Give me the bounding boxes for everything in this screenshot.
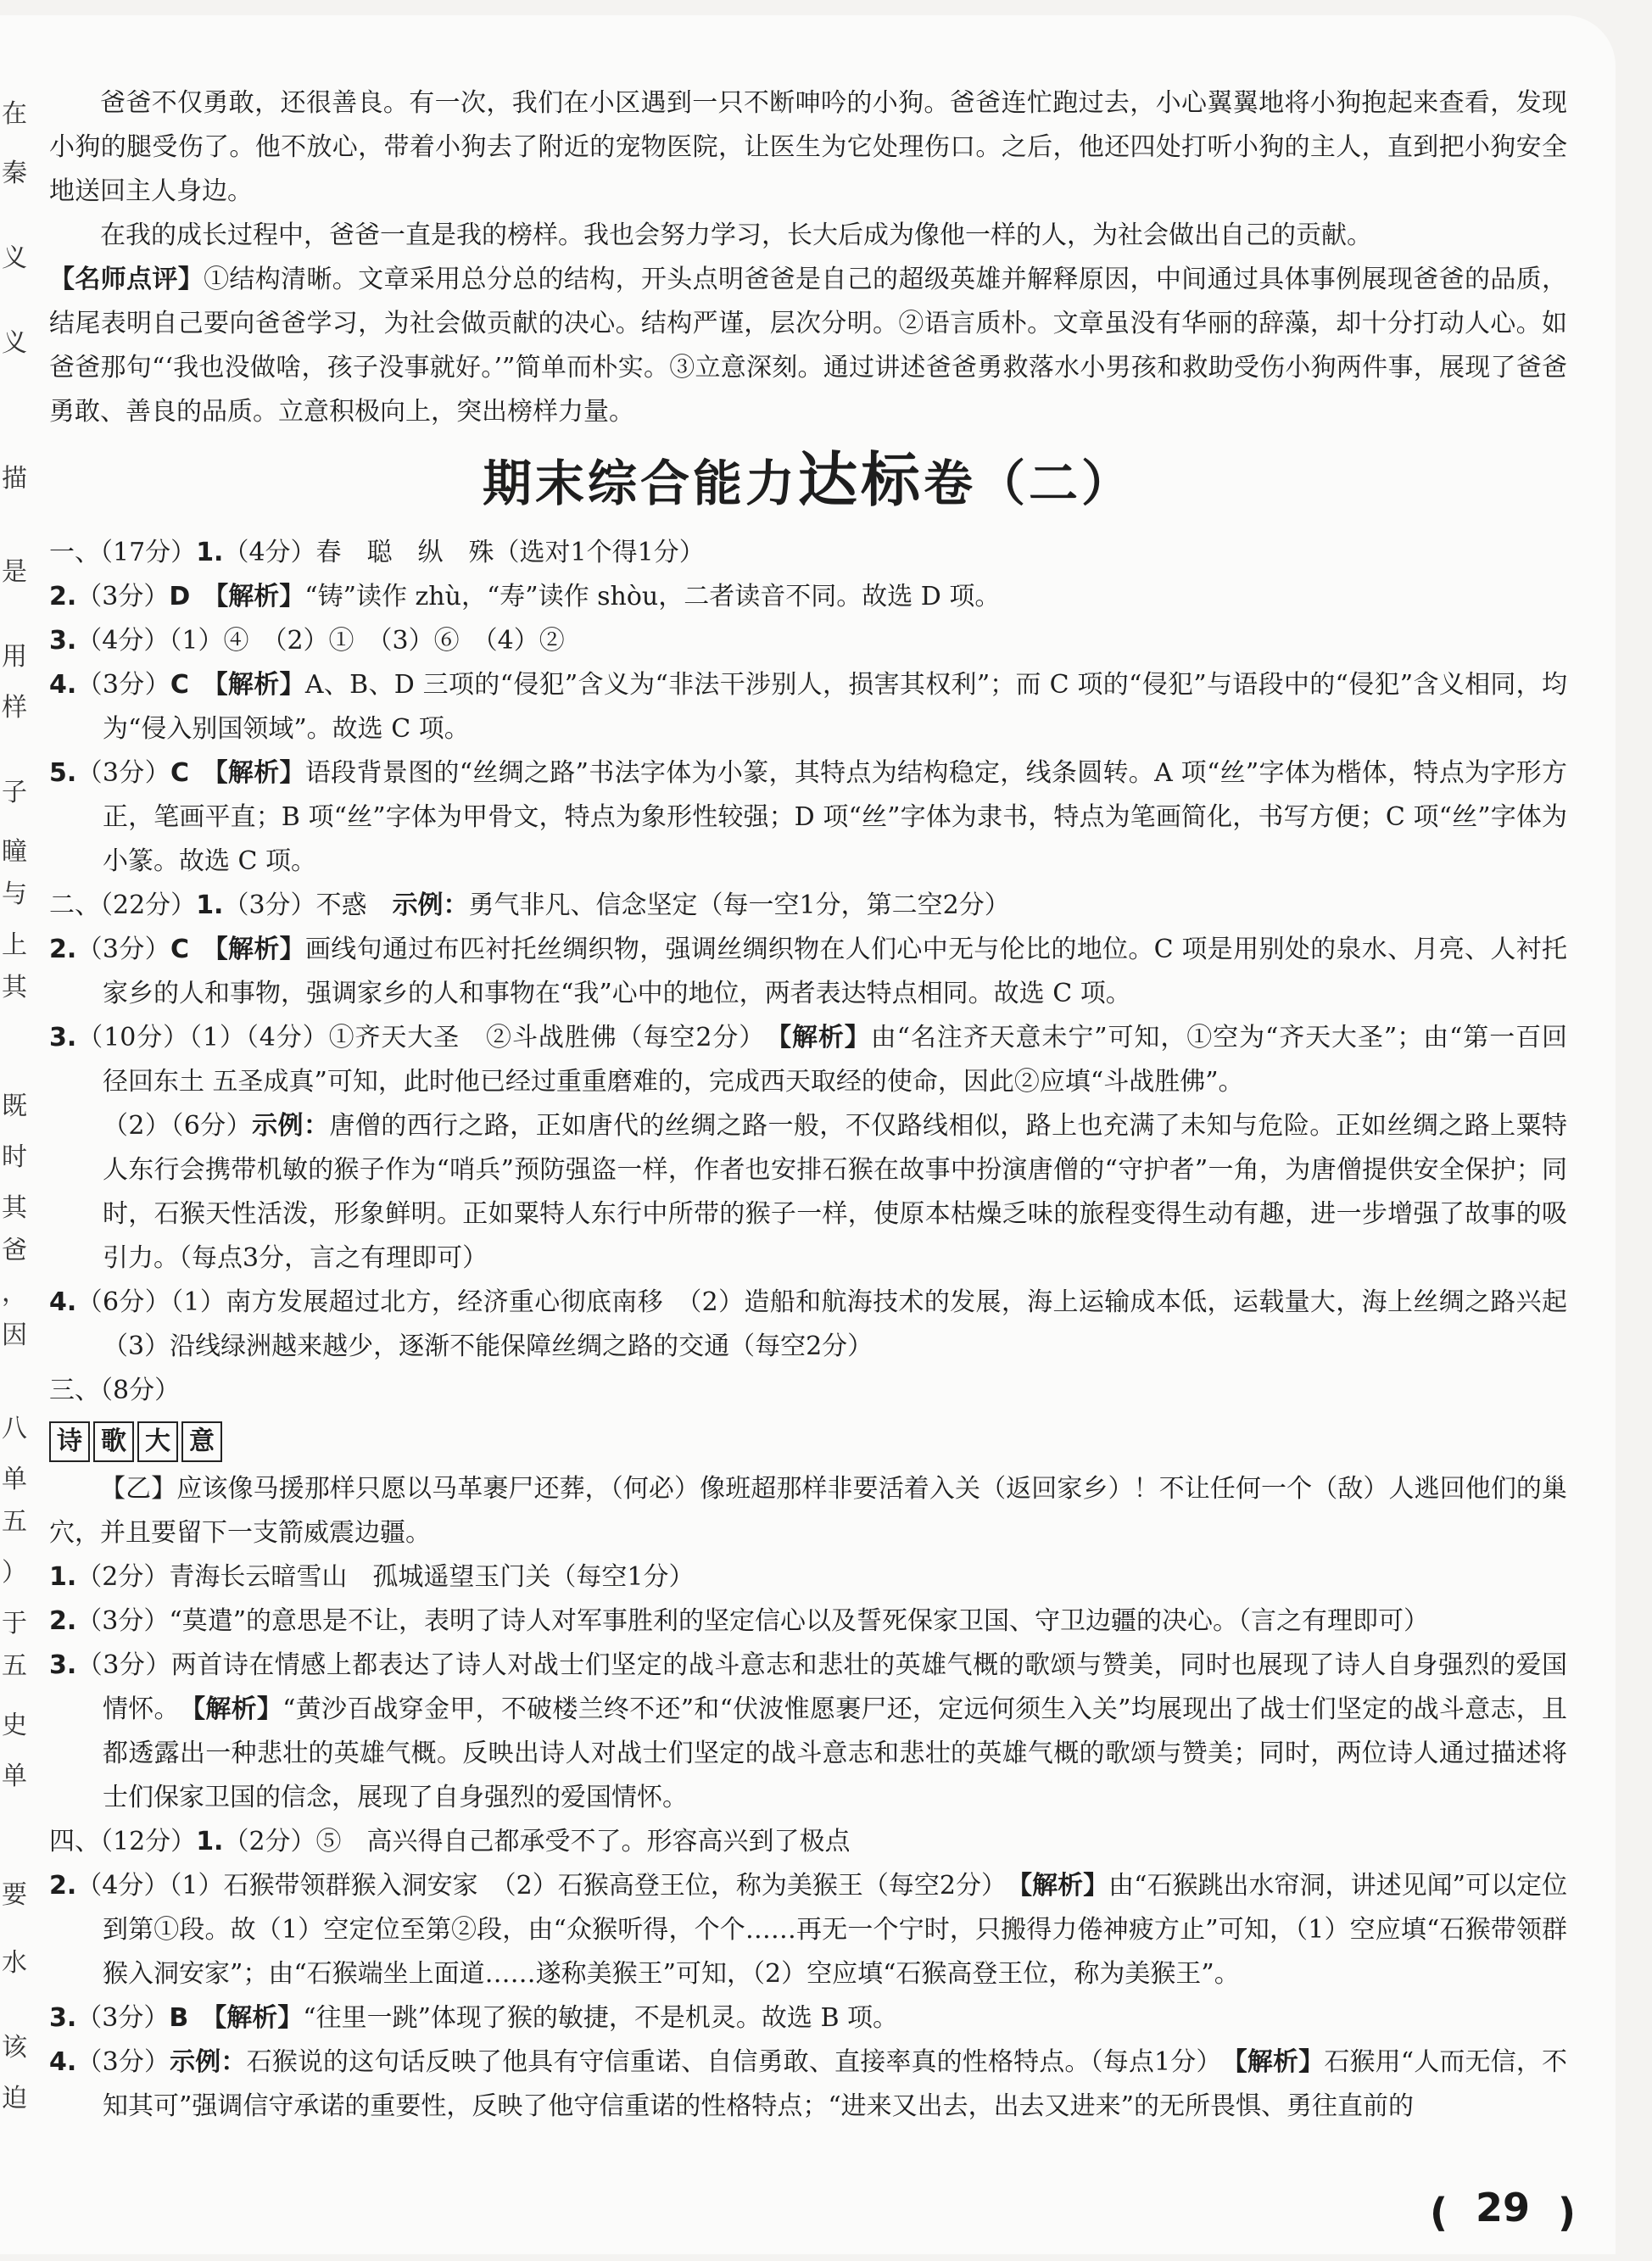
swoosh-right-icon: ) bbox=[1557, 2190, 1576, 2236]
essay-paragraph: 在我的成长过程中，爸爸一直是我的榜样。我也会努力学习，长大后成为像他一样的人，为社会做出自己的贡献。 bbox=[100, 221, 1372, 250]
gutter-char: 五 bbox=[2, 1507, 27, 1537]
gutter-char: 子 bbox=[2, 778, 27, 807]
answer-item: 二、（22分）1.（3分）不惑 示例：勇气非凡、信念坚定（每一空1分，第二空2分） bbox=[49, 890, 1010, 920]
answer-item: 1.（2分）青海长云暗雪山 孤城遥望玉门关（每空1分） bbox=[49, 1562, 695, 1592]
page-title: 期末综合能力达标卷（二） bbox=[482, 445, 1135, 515]
gutter-char: 因 bbox=[2, 1320, 27, 1350]
answer-item: 2.（3分）“莫遣”的意思是不让，表明了诗人对军事胜利的坚定信心以及誓死保家卫国、守卫边疆的决心。（言之有理即可） bbox=[49, 1606, 1430, 1636]
gutter-char: 迫 bbox=[2, 2084, 27, 2113]
answer-item: 3.（4分）（1）④ （2）① （3）⑥ （4）② bbox=[49, 626, 565, 656]
gutter-char: 描 bbox=[2, 464, 27, 494]
answer-item: 3.（10分）（1）（4分）①齐天大圣 ②斗战胜佛（每空2分） 【解析】由“名注齐天意未宁”可知，①空为“齐天大圣”；由“第一百回 径回东土 五圣成真”可知，此时他已经过重重磨难的，完成西天取经的使命，因此②应填“斗战胜佛”。 （2）（6分）示例：唐僧的西行之路，正如唐代的丝绸之路一般，不仅路线相似，路上也充满了未知与危险。正如丝绸之路上粟特人东行会携带机敏的猴子作为“哨兵”预防强盗一样，作者也安排石猴在故事中扮演唐僧的“守护者”一角，为唐僧提供安全保护；同时，石猴天性活泼，形象鲜明。正如粟特人东行中所带的猴子一样，使原本枯燥乏味的旅程变得生动有趣，进一步增强了故事的吸引力。（每点3分，言之有理即可） bbox=[49, 1023, 1593, 1273]
gutter-char: 该 bbox=[2, 2033, 27, 2063]
answer-item: 3.（3分）B 【解析】“往里一跳”体现了猴的敏捷，不是机灵。故选 B 项。 bbox=[49, 2003, 899, 2033]
gutter-char: 在 bbox=[2, 99, 27, 129]
essay-paragraph: 爸爸不仅勇敢，还很善良。有一次，我们在小区遇到一只不断呻吟的小狗。爸爸连忙跑过去，小心翼翼地将小狗抱起来查看，发现小狗的腿受伤了。他不放心，带着小狗去了附近的宠物医院，让医生为它处理伤口。之后，他还四处打听小狗的主人，直到把小狗安全地送回主人身边。 bbox=[49, 88, 1567, 206]
answer-item: 2.（3分）C 【解析】画线句通过布匹衬托丝绸织物，强调丝绸织物在人们心中无与伦比的地位。C 项是用别处的泉水、月亮、人衬托家乡的人和事物，强调家乡的人和事物在“我”心中的地位，两者表达特点相同。故选 C 项。 bbox=[49, 935, 1568, 1008]
gutter-char: 单 bbox=[2, 1465, 27, 1494]
gutter-char: 秦 bbox=[2, 159, 27, 188]
answer-item: 4.（6分）（1）南方发展超过北方，经济重心彻底南移 （2）造船和航海技术的发展，海上运输成本低，运载量大，海上丝绸之路兴起 （3）沿线绿洲越来越少，逐渐不能保障丝绸之路的交通（每空2分） bbox=[49, 1287, 1593, 1361]
answer-item: 四、（12分）1.（2分）⑤ 高兴得自己都承受不了。形容高兴到了极点 bbox=[49, 1827, 851, 1856]
comment-tag: 【名师点评】 bbox=[49, 265, 204, 294]
gutter-char: 瞳 bbox=[2, 837, 27, 867]
section-label: 三、（8分） bbox=[49, 1376, 181, 1405]
gutter-char: 爸 bbox=[2, 1236, 27, 1265]
gutter-char: 与 bbox=[2, 879, 27, 909]
gutter-char: 样 bbox=[2, 693, 27, 723]
gutter-char: 义 bbox=[2, 328, 27, 358]
swoosh-left-icon: ( bbox=[1430, 2190, 1448, 2236]
gutter-char: 上 bbox=[2, 930, 27, 960]
answer-item: 3.（3分）两首诗在情感上都表达了诗人对战士们坚定的战斗意志和悲壮的英雄气概的歌颂与赞美，同时也展现了诗人自身强烈的爱国情怀。 【解析】“黄沙百战穿金甲，不破楼兰终不还”和“伏波惟愿裹尸还，定远何须生入关”均展现出了战士们坚定的战斗意志，且都透露出一种悲壮的英雄气概。反映出诗人对战士们坚定的战斗意志和悲壮的英雄气概的歌颂与赞美；同时，两位诗人通过描述将士们保家卫国的信念，展现了自身强烈的爱国情怀。 bbox=[49, 1650, 1567, 1812]
gutter-char: 义 bbox=[2, 243, 27, 273]
gutter-char: 八 bbox=[2, 1414, 27, 1443]
gutter-char: ， bbox=[2, 1278, 27, 1308]
gutter-char: 五 bbox=[2, 1651, 27, 1681]
gutter-char: 于 bbox=[2, 1609, 27, 1639]
gutter-char: 其 bbox=[2, 973, 27, 1002]
gutter-char: 用 bbox=[2, 642, 27, 672]
gutter-char: 水 bbox=[2, 1948, 27, 1978]
gutter-char: 既 bbox=[2, 1091, 27, 1121]
answer-item: 5.（3分）C 【解析】语段背景图的“丝绸之路”书法字体为小篆，其特点为结构稳定，线条圆转。A 项“丝”字体为楷体，特点为字形方正，笔画平直；B 项“丝”字体为甲骨文，特点为象形性较强；D 项“丝”字体为隶书，特点为笔画简化，书写方便；C 项“丝”字体为小篆。故选 C 项。 bbox=[49, 758, 1567, 876]
page-number: ( 29 ) bbox=[1430, 2185, 1576, 2236]
document-content bbox=[49, 81, 1593, 2129]
gutter-char: 时 bbox=[2, 1142, 27, 1172]
answer-item: 4.（3分）示例：石猴说的这句话反映了他具有守信重诺、自信勇敢、直接率真的性格特点。（每点1分） 【解析】石猴用“人而无信，不知其可”强调信守承诺的重要性，反映了他守信重诺的性格特点；“进来又出去，出去又进来”的无所畏惧、勇往直前的 bbox=[49, 2047, 1568, 2121]
gutter-char: 其 bbox=[2, 1193, 27, 1223]
gutter-char: 是 bbox=[2, 557, 27, 587]
answer-item: 2.（4分）（1）石猴带领群猴入洞安家 （2）石猴高登王位，称为美猴王（每空2分） 【解析】由“石猴跳出水帘洞，讲述见闻”可以定位到第①段。故（1）空定位至第②段，由“众猴听得，个个……再无一个宁时，只搬得力倦神疲方止”可知，（1）空应填“石猴带领群猴入洞安家”；由“石猴端坐上面道……遂称美猴王”可知，（2）空应填“石猴高登王位，称为美猴王”。 bbox=[49, 1871, 1567, 1989]
poem-meaning-label: 诗 歌 大 意 bbox=[49, 1421, 1567, 1462]
gutter-char: 单 bbox=[2, 1761, 27, 1791]
answer-item: 4.（3分）C 【解析】A、B、D 三项的“侵犯”含义为“非法干涉别人，损害其权利”；而 C 项的“侵犯”与语段中的“侵犯”含义相同，均为“侵入别国领域”。故选 C 项。 bbox=[49, 670, 1567, 744]
gutter-char: 史 bbox=[2, 1711, 27, 1740]
answer-item: 2.（3分）D 【解析】“铸”读作 zhù，“寿”读作 shòu，二者读音不同。故选 D 项。 bbox=[49, 582, 1001, 611]
poem-translation: 【乙】应该像马援那样只愿以马革裹尸还葬，（何必）像班超那样非要活着入关（返回家乡）！不让任何一个（敌）人逃回他们的巢穴，并且要留下一支箭威震边疆。 bbox=[49, 1474, 1567, 1548]
gutter-char: 要 bbox=[2, 1880, 27, 1910]
answer-item: 一、（17分）1.（4分）春 聪 纵 殊（选对1个得1分） bbox=[49, 538, 705, 567]
gutter-char: ） bbox=[2, 1558, 27, 1588]
teacher-comment: 【名师点评】①结构清晰。文章采用总分总的结构，开头点明爸爸是自己的超级英雄并解释原因，中间通过具体事例展现爸爸的品质，结尾表明自己要向爸爸学习，为社会做贡献的决心。结构严谨，层次分明。②语言质朴。文章虽没有华丽的辞藻，却十分打动人心。如爸爸那句“‘我也没做啥，孩子没事就好。’”简单而朴实。③立意深刻。通过讲述爸爸勇救落水小男孩和救助受伤小狗两件事，展现了爸爸勇敢、善良的品质。立意积极向上，突出榜样力量。 bbox=[49, 265, 1568, 427]
